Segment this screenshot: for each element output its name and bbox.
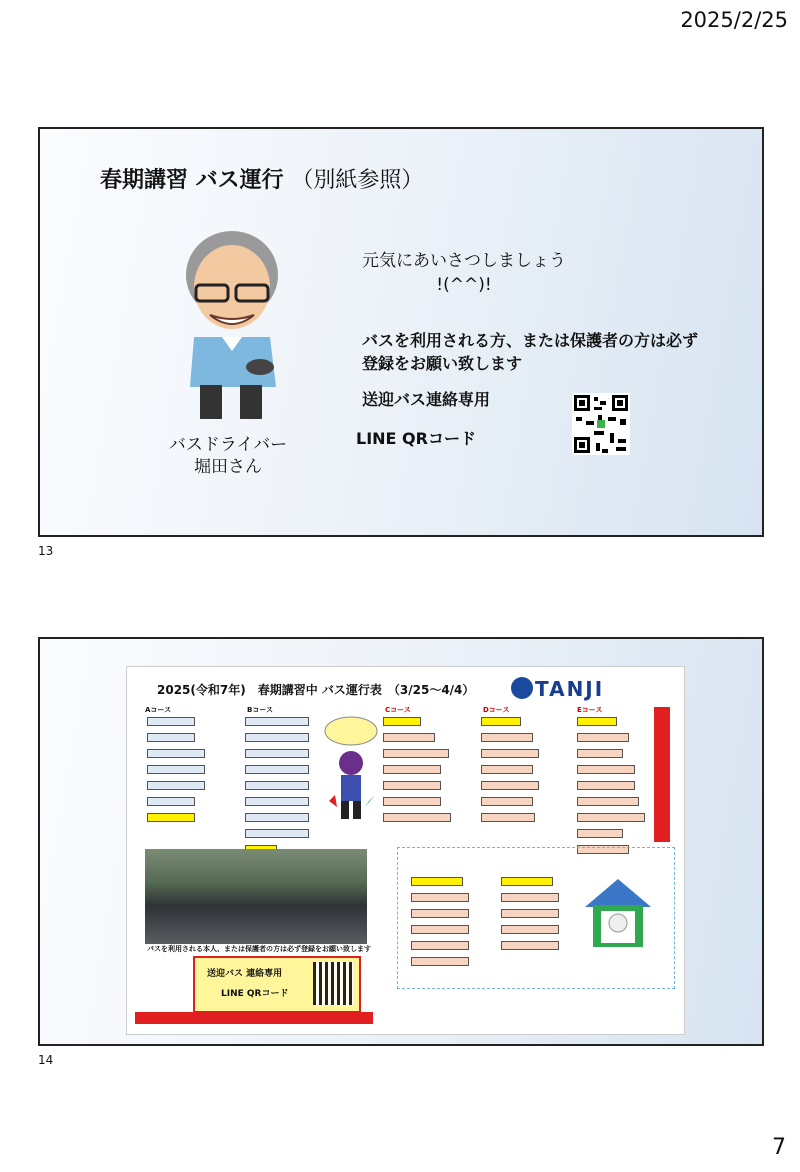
registration-notice: バスを利用される本人、または保護者の方は必ず登録をお願い致します	[147, 945, 371, 953]
tanji-house-illustration	[583, 877, 653, 949]
greeting-line-2: !(^^)!	[436, 275, 492, 295]
page-number: 7	[772, 1135, 786, 1160]
priority-note-bar	[135, 1012, 373, 1024]
tanji-logo: TANJI	[535, 677, 605, 701]
title-note: （別紙参照）	[291, 168, 424, 193]
driver-name: 堀田さん	[194, 457, 262, 477]
course-c: Cコース	[385, 706, 411, 714]
title-main: 春期講習 バス運行	[100, 168, 284, 193]
contact-label: 送迎バス連絡専用	[362, 390, 491, 409]
slide-13	[38, 127, 764, 537]
course-b: Bコース	[247, 706, 273, 714]
seatbelt-character-illustration	[323, 715, 379, 825]
greeting	[362, 249, 566, 297]
line-qr-panel	[193, 956, 361, 1013]
message-line-1: バスを利用される方、または保護者の方は必ず	[362, 331, 699, 350]
qr-panel-label: LINE QRコード	[221, 989, 289, 999]
bus-schedule-poster	[126, 666, 685, 1035]
bus-photo	[145, 849, 367, 944]
tanji-logo-icon	[511, 677, 533, 699]
qr-label: LINE QRコード	[356, 429, 476, 448]
greeting-line-1: 元気にあいさつしましょう	[362, 251, 566, 271]
qr-code-small-icon[interactable]	[313, 962, 353, 1005]
slide-14	[38, 637, 764, 1046]
driver-role: バスドライバー	[168, 435, 288, 455]
course-a: Aコース	[145, 706, 172, 714]
qr-code-icon[interactable]	[572, 393, 630, 455]
poster-title: 2025(令和7年) 春期講習中 バス運行表 （3/25～4/4）	[157, 683, 475, 697]
slide-number-14: 14	[38, 1053, 54, 1067]
notice-banner	[654, 707, 670, 842]
slide-title	[100, 163, 423, 194]
message-line-2: 登録をお願い致します	[362, 354, 523, 373]
slide-number-13: 13	[38, 544, 54, 558]
print-date: 2025/2/25	[680, 8, 788, 32]
course-e: Eコース	[577, 706, 603, 714]
bus-driver-illustration	[180, 227, 286, 423]
qr-panel-title: 送迎バス 連絡専用	[207, 969, 283, 979]
course-d: Dコース	[483, 706, 510, 714]
registration-message	[362, 329, 698, 375]
driver-caption	[158, 434, 298, 478]
